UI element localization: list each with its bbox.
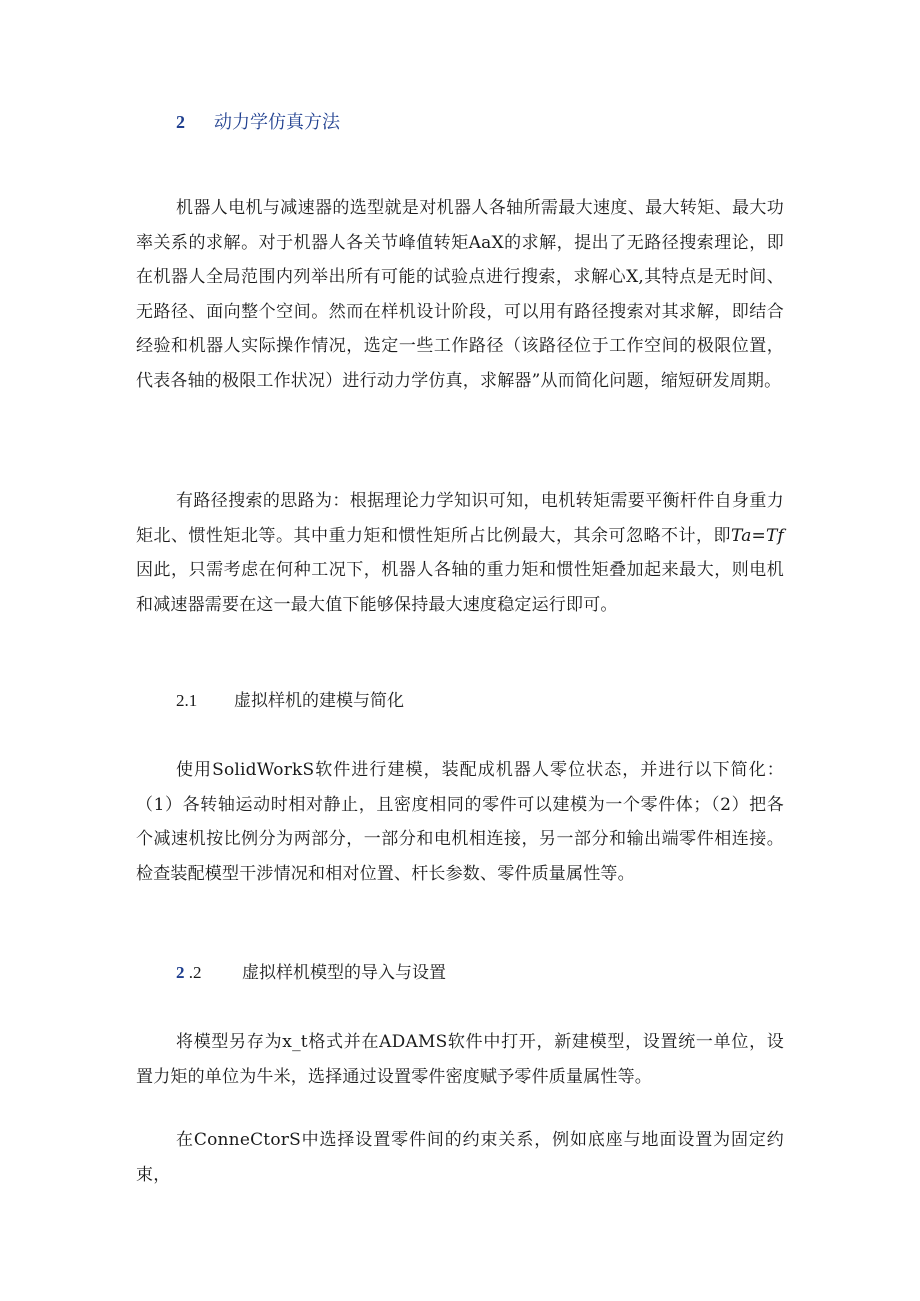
section-title: 动力学仿真方法: [214, 112, 340, 133]
paragraph-5: 在ConneCtorS中选择设置零件间的约束关系，例如底座与地面设置为固定约束，: [136, 1130, 784, 1185]
paragraph-1: 机器人电机与减速器的选型就是对机器人各轴所需最大速度、最大转矩、最大功率关系的求解。对于机器人各关节峰值转矩AaX的求解，提出了无路径搜索理论，即在机器人全局范围内列举出所有可能的试验点进行搜索，求解心X,其特点是无时间、无路径、面向整个空间。然而在样机设计阶段，可以用有路径搜索对其求解，即结合经验和机器人实际操作情况，选定一些工作路径（该路径位于工作空间的极限位置，代表各轴的极限工作状况）进行动力学仿真，求解器”从而简化问题，缩短研发周期。: [136, 198, 784, 391]
paragraph-2: [136, 484, 784, 622]
subsection-title: 虚拟样机模型的导入与设置: [242, 963, 446, 983]
paragraph-2-text-a: 有路径搜索的思路为：根据理论力学知识可知，电机转矩需要平衡杆件自身重力矩北、惯性矩北等。其中重力矩和惯性矩所占比例最大，其余可忽略不计，即: [136, 491, 784, 546]
subsection-number: [176, 963, 242, 983]
paragraph-2-text-b: 因此，只需考虑在何种工况下，机器人各轴的重力矩和惯性矩叠加起来最大，则电机和减速器需要在这一最大值下能够保持最大速度稳定运行即可。: [136, 560, 784, 615]
section-heading: [176, 108, 340, 134]
subsection-number-major: 2: [176, 963, 185, 982]
subsection-heading-2-2: [176, 958, 446, 983]
subsection-title: 虚拟样机的建模与简化: [234, 691, 404, 711]
paragraph-3: 使用SolidWorkS软件进行建模，装配成机器人零位状态，并进行以下简化：（1）各转轴运动时相对静止，且密度相同的零件可以建模为一个零件体；（2）把各个减速机按比例分为两部分，一部分和电机相连接，另一部分和输出端零件相连接。检查装配模型干涉情况和相对位置、杆长参数、零件质量属性等。: [136, 760, 784, 884]
formula-ta-tf: Ta=Tf: [730, 525, 784, 546]
subsection-number: 2.1: [176, 691, 198, 710]
section-number: 2: [176, 112, 185, 132]
subsection-number-minor: .2: [184, 963, 202, 982]
subsection-heading-2-1: [176, 686, 404, 711]
paragraph-4: 将模型另存为x_t格式并在ADAMS软件中打开，新建模型，设置统一单位，设置力矩的单位为牛米，选择通过设置零件密度赋予零件质量属性等。: [136, 1032, 784, 1087]
